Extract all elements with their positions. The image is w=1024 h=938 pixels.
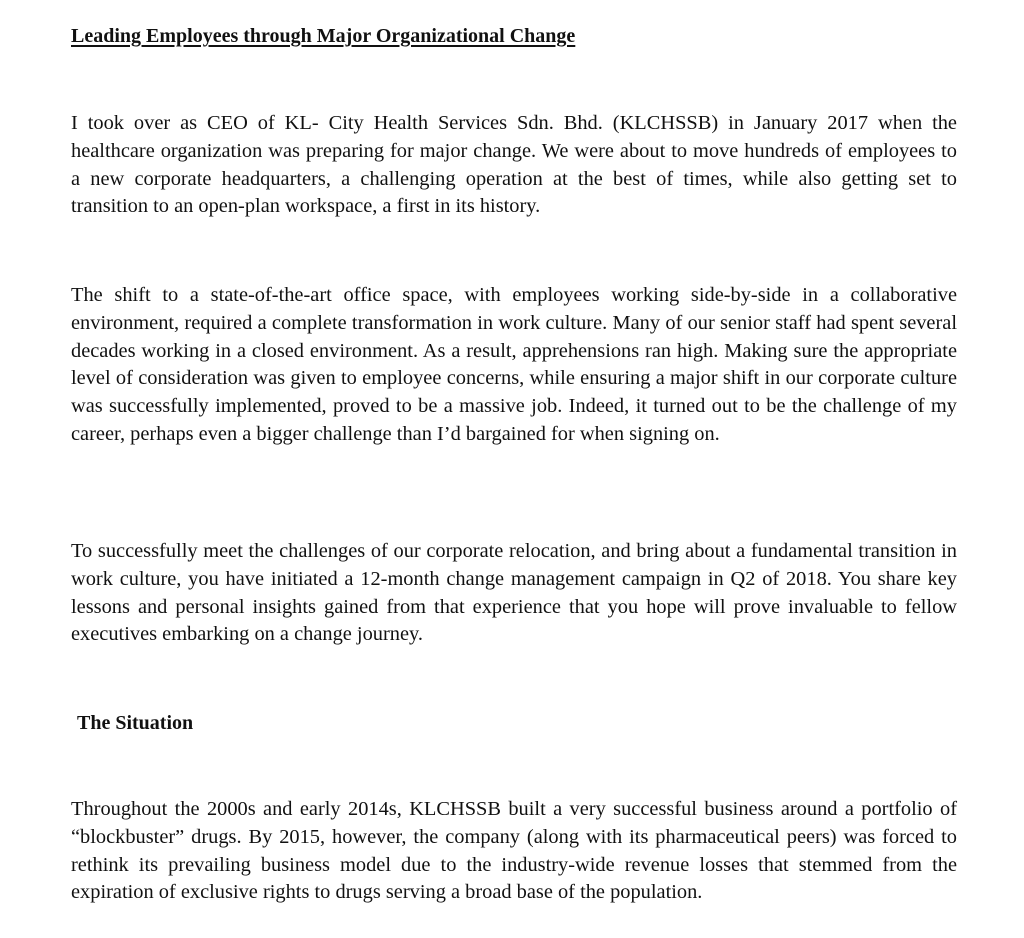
paragraph-ceo-intro: I took over as CEO of KL- City Health Services Sdn. Bhd. (KLCHSSB) in January 2017 when the healthcare organization was preparing for major change. We were about to move hundreds of employees to a new corporate headquarters, a challenging operation at the best of times, while also getting set to transition to an open-plan workspace, a first in its history.: [71, 112, 957, 218]
section-heading-situation: The Situation: [77, 712, 194, 734]
paragraph-situation: Throughout the 2000s and early 2014s, KLCHSSB built a very successful business around a portfolio of “blockbuster” drugs. By 2015, however, the company (along with its pharmaceutical peers) was forced to rethink its prevailing business model due to the industry-wide revenue losses that stemmed from the expiration of exclusive rights to drugs serving a broad base of the population.: [71, 798, 957, 904]
paragraph-change-campaign: To successfully meet the challenges of our corporate relocation, and bring about a fundamental transition in work culture, you have initiated a 12-month change management campaign in Q2 of 2018. You share key lessons and personal insights gained from that experience that you hope will prove invaluable to fellow executives embarking on a change journey.: [71, 540, 957, 646]
paragraph-work-culture: The shift to a state-of-the-art office space, with employees working side-by-side in a collaborative environment, required a complete transformation in work culture. Many of our senior staff had spent several decades working in a closed environment. As a result, apprehensions ran high. Making sure the appropriate level of consideration was given to employee concerns, while ensuring a major shift in our corporate culture was successfully implemented, proved to be a massive job. Indeed, it turned out to be the challenge of my career, perhaps even a bigger challenge than I’d bargained for when signing on.: [71, 284, 957, 445]
document-title: Leading Employees through Major Organizational Change: [71, 25, 576, 47]
